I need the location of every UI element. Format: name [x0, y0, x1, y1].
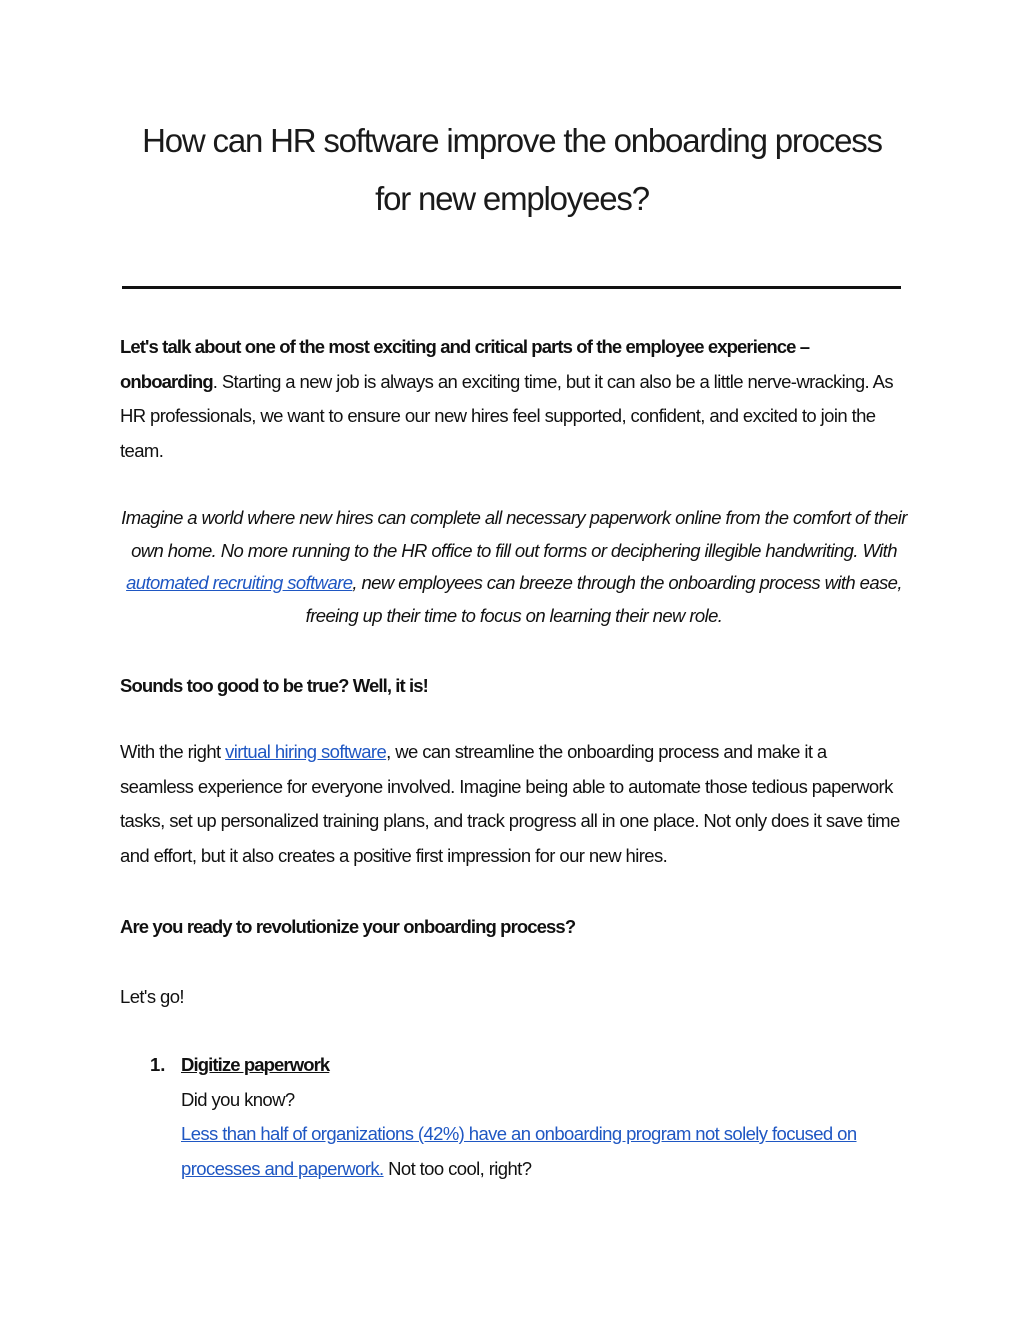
- sounds-too-good-line: Sounds too good to be true? Well, it is!: [120, 675, 428, 696]
- list-item-line-1: Did you know?: [181, 1088, 295, 1110]
- list-item-number: 1.: [150, 1054, 166, 1075]
- onboarding-statistic-link[interactable]: Less than half of organizations (42%) have an onboarding program not solely focused on processes and paperwork.: [181, 1123, 857, 1179]
- automated-recruiting-software-link[interactable]: automated recruiting software: [126, 572, 353, 593]
- body2-text-after: , we can streamline the onboarding process and make it a seamless experience for everyone involved. Imagine being able to automate those tedious paperwork tasks, set up personalized training plans, and track progress all in one place. Not only does it save time and effort, but it also creates a positive first impression for our new hires.: [120, 741, 900, 866]
- intro-paragraph: [120, 330, 910, 468]
- quote-text-after: , new employees can breeze through the onboarding process with ease, freeing up their time to focus on learning their new role.: [305, 572, 902, 626]
- title-line-2: for new employees?: [375, 180, 649, 217]
- body-paragraph-2: [120, 735, 900, 873]
- quote-text-before: Imagine a world where new hires can complete all necessary paperwork online from the comfort of their own home. No more running to the HR office to fill out forms or deciphering illegible handwriting. With: [121, 507, 907, 561]
- virtual-hiring-software-link[interactable]: virtual hiring software: [225, 741, 387, 762]
- question-line: Are you ready to revolutionize your onboarding process?: [120, 916, 576, 937]
- list-item-line-2: [181, 1117, 901, 1186]
- intro-bold-lead: Let's talk about one of the most exciting and critical parts of the employee experience – onboarding: [120, 336, 810, 392]
- body2-text-before: With the right: [120, 741, 226, 762]
- document-title: [100, 112, 924, 228]
- title-line-1: How can HR software improve the onboarding process: [142, 122, 882, 159]
- italic-quote-paragraph: [118, 502, 910, 632]
- title-divider: [122, 286, 901, 289]
- intro-text: . Starting a new job is always an exciting time, but it can also be a little nerve-wracking. As HR professionals, we want to ensure our new hires feel supported, confident, and excited to join the team.: [120, 370, 894, 461]
- list-item-heading: Digitize paperwork: [181, 1054, 330, 1075]
- list-item-after-link: Not too cool, right?: [383, 1157, 532, 1179]
- lets-go-line: Let's go!: [120, 986, 184, 1007]
- list-item: [181, 1048, 901, 1186]
